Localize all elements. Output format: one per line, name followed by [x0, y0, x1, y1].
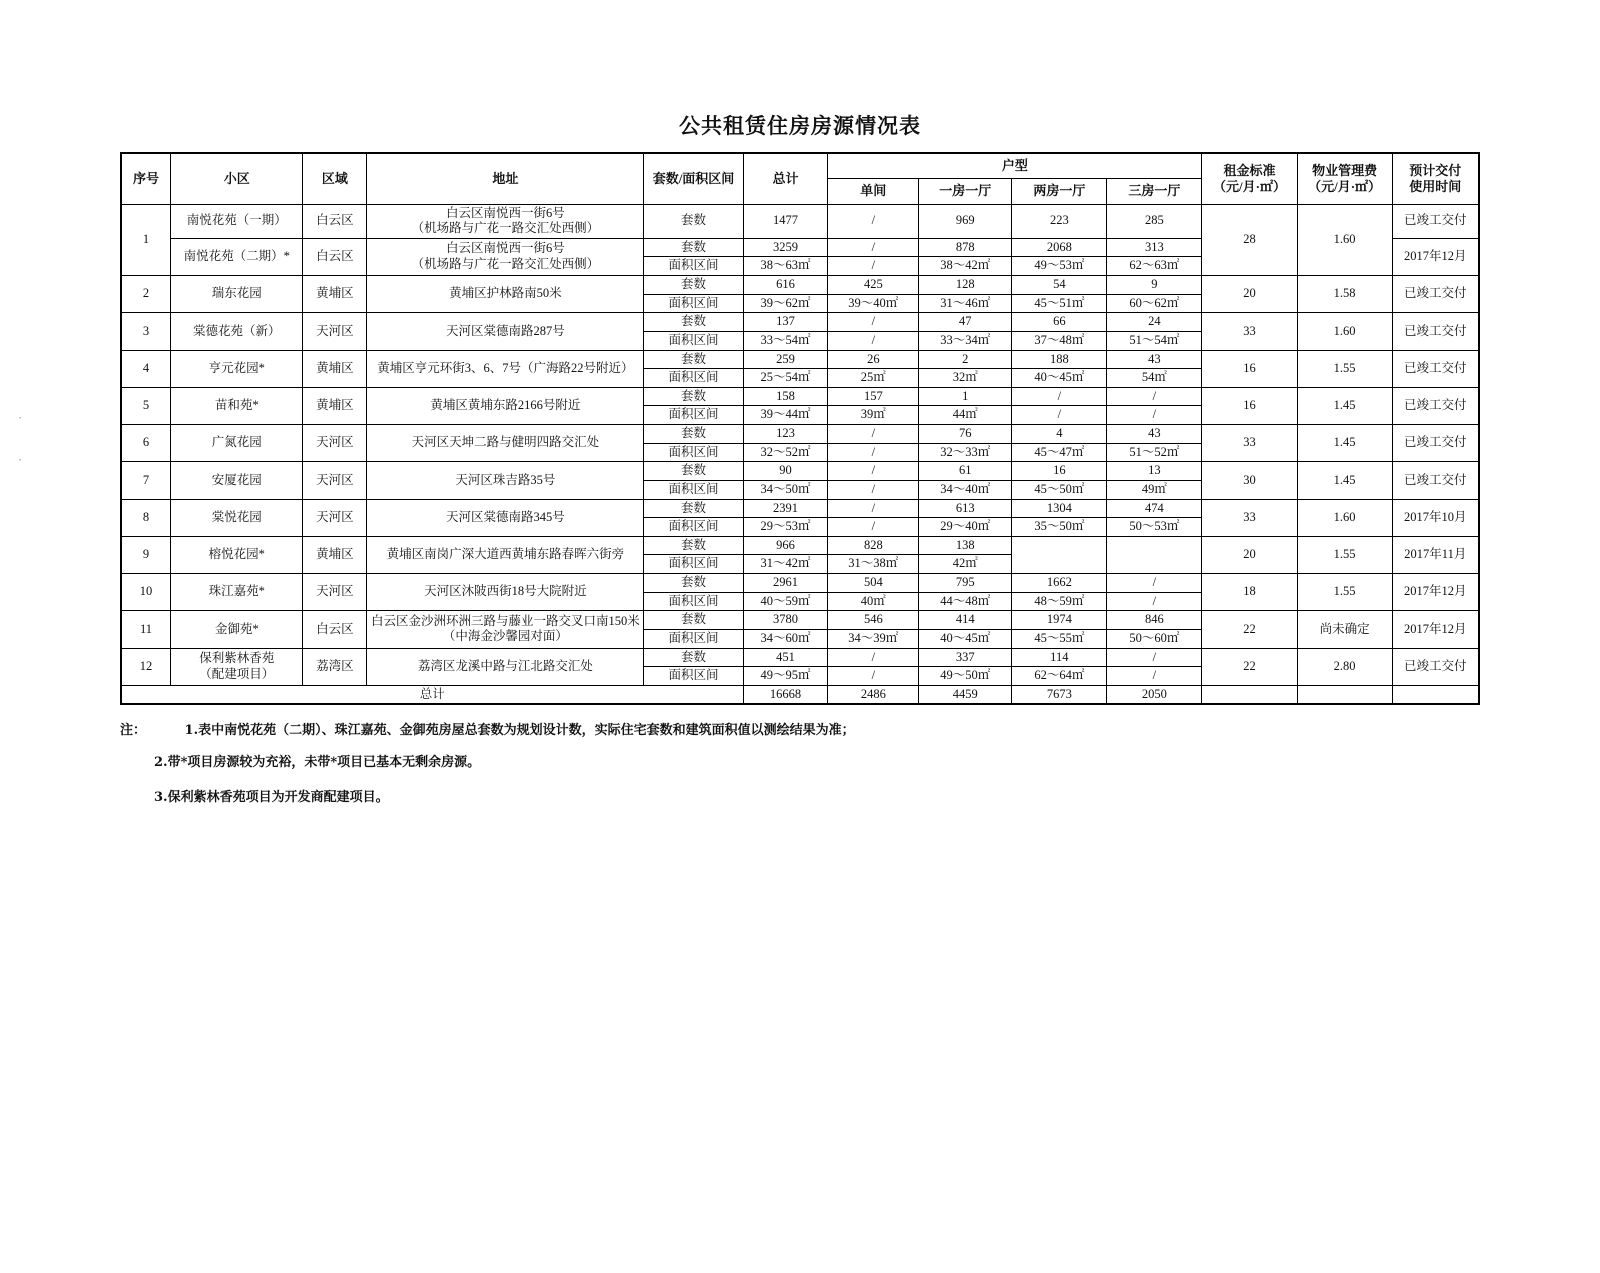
cell-single: /	[828, 462, 919, 481]
cell-single: 425	[828, 276, 919, 295]
th-rent-line2: （元/月·㎡）	[1213, 178, 1286, 194]
cell-two-bed: 45～50㎡	[1012, 480, 1107, 499]
cell-one-bed: 33～34㎡	[919, 331, 1012, 350]
note-item-3: 3.保利紫林香苑项目为开发商配建项目。	[154, 789, 389, 805]
cell-total: 33～54㎡	[743, 331, 828, 350]
cell-three-bed: 9	[1107, 276, 1202, 295]
cell-two-bed: 1304	[1012, 499, 1107, 518]
cell-three-bed: 49㎡	[1107, 480, 1202, 499]
cell-three-bed	[1107, 536, 1202, 573]
cell-summary-one-bed: 4459	[919, 685, 1012, 704]
cell-address: 天河区棠德南路345号	[367, 499, 644, 536]
cell-metric-label: 面积区间	[644, 629, 743, 648]
cell-delivery: 2017年12月	[1392, 574, 1479, 611]
cell-rent: 33	[1202, 313, 1297, 350]
cell-address: 黄埔区南岗广深大道西黄埔东路春晖六街旁	[367, 536, 644, 573]
cell-two-bed	[1012, 536, 1107, 573]
address-line1: 白云区南悦西一街6号	[446, 241, 565, 256]
cell-three-bed: 54㎡	[1107, 369, 1202, 388]
cell-single: /	[828, 499, 919, 518]
cell-delivery: 2017年10月	[1392, 499, 1479, 536]
cell-one-bed: 138	[919, 536, 1012, 555]
th-delivery	[1392, 153, 1479, 204]
cell-single: 26	[828, 350, 919, 369]
cell-summary-delivery	[1392, 685, 1479, 704]
cell-three-bed: 60～62㎡	[1107, 294, 1202, 313]
cell-district: 黄埔区	[303, 536, 367, 573]
cell-total: 38～63㎡	[743, 257, 828, 276]
th-delivery-line2: 使用时间	[1409, 178, 1462, 194]
cell-community: 珠江嘉苑*	[171, 574, 303, 611]
table-summary-row	[121, 685, 1479, 704]
cell-metric-label: 套数	[644, 425, 743, 444]
cell-district: 黄埔区	[303, 350, 367, 387]
cell-metric-label: 套数	[644, 313, 743, 332]
note-item-2: 2.带*项目房源较为充裕，未带*项目已基本无剩余房源。	[154, 755, 481, 771]
cell-single: /	[828, 648, 919, 667]
cell-total: 259	[743, 350, 828, 369]
cell-total: 158	[743, 387, 828, 406]
table-row	[121, 387, 1479, 406]
table-row	[121, 536, 1479, 555]
cell-index: 7	[121, 462, 171, 499]
table-row	[121, 276, 1479, 295]
cell-single: 157	[828, 387, 919, 406]
cell-community: 瑞东花园	[171, 276, 303, 313]
cell-one-bed: 42㎡	[919, 555, 1012, 574]
cell-two-bed: 4	[1012, 425, 1107, 444]
cell-delivery: 已竣工交付	[1392, 350, 1479, 387]
address-line1: 白云区南悦西一街6号	[446, 205, 565, 220]
cell-one-bed: 32㎡	[919, 369, 1012, 388]
cell-index: 2	[121, 276, 171, 313]
table-body	[121, 204, 1479, 704]
cell-address: 天河区棠德南路287号	[367, 313, 644, 350]
th-two-bed: 两房一厅	[1012, 179, 1107, 204]
cell-single: /	[828, 518, 919, 537]
cell-metric-label: 面积区间	[644, 667, 743, 686]
cell-rent: 33	[1202, 425, 1297, 462]
cell-three-bed: 50～60㎡	[1107, 629, 1202, 648]
cell-one-bed: 613	[919, 499, 1012, 518]
cell-two-bed: 48～59㎡	[1012, 592, 1107, 611]
cell-fee: 1.58	[1297, 276, 1392, 313]
cell-rent: 30	[1202, 462, 1297, 499]
cell-district: 天河区	[303, 574, 367, 611]
cell-single: /	[828, 425, 919, 444]
cell-rent: 22	[1202, 648, 1297, 685]
notes-head	[120, 719, 1480, 738]
cell-fee: 1.45	[1297, 387, 1392, 424]
th-index: 序号	[121, 153, 171, 204]
cell-metric-label: 套数	[644, 536, 743, 555]
note-item-1: 1.表中南悦花苑（二期）、珠江嘉苑、金御苑房屋总套数为规划设计数，实际住宅套数和建筑面积值以测绘结果为准；	[184, 723, 855, 739]
notes-section	[120, 719, 1480, 806]
cell-total: 31～42㎡	[743, 555, 828, 574]
table-row	[121, 313, 1479, 332]
table-row	[121, 611, 1479, 630]
th-delivery-line1: 预计交付	[1409, 162, 1462, 178]
cell-index: 6	[121, 425, 171, 462]
cell-three-bed: /	[1107, 387, 1202, 406]
cell-total: 451	[743, 648, 828, 667]
cell-district: 白云区	[303, 611, 367, 648]
cell-metric-label: 面积区间	[644, 257, 743, 276]
cell-metric-label: 套数	[644, 350, 743, 369]
th-fee	[1297, 153, 1392, 204]
cell-summary-rent	[1202, 685, 1297, 704]
cell-fee: 1.55	[1297, 536, 1392, 573]
cell-delivery: 2017年11月	[1392, 536, 1479, 573]
cell-community: 安厦花园	[171, 462, 303, 499]
cell-metric-label: 面积区间	[644, 406, 743, 425]
cell-total: 966	[743, 536, 828, 555]
cell-total: 49～95㎡	[743, 667, 828, 686]
cell-one-bed: 44～48㎡	[919, 592, 1012, 611]
cell-two-bed: 16	[1012, 462, 1107, 481]
th-one-bed: 一房一厅	[919, 179, 1012, 204]
th-district: 区域	[303, 153, 367, 204]
cell-single: 828	[828, 536, 919, 555]
cell-community: 榕悦花园*	[171, 536, 303, 573]
cell-index: 1	[121, 204, 171, 276]
cell-address: 黄埔区亨元环街3、6、7号（广海路22号附近）	[367, 350, 644, 387]
cell-two-bed: 114	[1012, 648, 1107, 667]
th-total: 总计	[743, 153, 828, 204]
table-header	[121, 153, 1479, 204]
cell-summary-fee	[1297, 685, 1392, 704]
cell-delivery: 已竣工交付	[1392, 462, 1479, 499]
page-title: 公共租赁住房房源情况表	[679, 113, 921, 138]
cell-three-bed: 13	[1107, 462, 1202, 481]
cell-single: 504	[828, 574, 919, 593]
cell-summary-label: 总计	[121, 685, 743, 704]
cell-district: 白云区	[303, 238, 367, 275]
cell-metric-label: 套数	[644, 499, 743, 518]
cell-single: 25㎡	[828, 369, 919, 388]
cell-fee: 1.45	[1297, 425, 1392, 462]
cell-address	[367, 204, 644, 238]
cell-total: 39～62㎡	[743, 294, 828, 313]
th-address: 地址	[367, 153, 644, 204]
cell-two-bed: 66	[1012, 313, 1107, 332]
cell-total: 3780	[743, 611, 828, 630]
cell-address: 黄埔区护林路南50米	[367, 276, 644, 313]
cell-rent: 28	[1202, 204, 1297, 276]
cell-fee: 1.55	[1297, 574, 1392, 611]
cell-fee: 1.60	[1297, 499, 1392, 536]
housing-table	[120, 152, 1480, 705]
cell-district: 天河区	[303, 462, 367, 499]
cell-single: /	[828, 204, 919, 238]
th-metric: 套数/面积区间	[644, 153, 743, 204]
cell-metric-label: 面积区间	[644, 443, 743, 462]
cell-metric-label: 面积区间	[644, 555, 743, 574]
cell-metric-label: 面积区间	[644, 294, 743, 313]
cell-rent: 18	[1202, 574, 1297, 611]
cell-three-bed: 285	[1107, 204, 1202, 238]
cell-total: 34～60㎡	[743, 629, 828, 648]
cell-metric-label: 套数	[644, 611, 743, 630]
cell-one-bed: 878	[919, 238, 1012, 257]
cell-metric-label: 面积区间	[644, 592, 743, 611]
cell-address: 白云区金沙洲环洲三路与藤业一路交叉口南150米（中海金沙馨园对面）	[367, 611, 644, 648]
cell-address: 天河区沐陂西街18号大院附近	[367, 574, 644, 611]
cell-community: 广氮花园	[171, 425, 303, 462]
cell-three-bed: 50～53㎡	[1107, 518, 1202, 537]
community-line2: （配建项目）	[199, 666, 275, 681]
cell-community: 苗和苑*	[171, 387, 303, 424]
cell-district: 黄埔区	[303, 387, 367, 424]
cell-fee: 尚未确定	[1297, 611, 1392, 648]
cell-address	[367, 238, 644, 275]
cell-one-bed: 128	[919, 276, 1012, 295]
cell-district: 天河区	[303, 499, 367, 536]
cell-district: 黄埔区	[303, 276, 367, 313]
cell-three-bed: 313	[1107, 238, 1202, 257]
cell-fee: 2.80	[1297, 648, 1392, 685]
cell-total: 34～50㎡	[743, 480, 828, 499]
cell-one-bed: 49～50㎡	[919, 667, 1012, 686]
cell-two-bed: 223	[1012, 204, 1107, 238]
cell-three-bed: /	[1107, 406, 1202, 425]
cell-district: 天河区	[303, 425, 367, 462]
th-fee-line1: 物业管理费	[1312, 162, 1378, 178]
cell-single: 34～39㎡	[828, 629, 919, 648]
cell-one-bed: 61	[919, 462, 1012, 481]
cell-rent: 16	[1202, 350, 1297, 387]
th-single: 单间	[828, 179, 919, 204]
cell-total: 123	[743, 425, 828, 444]
cell-community	[171, 648, 303, 685]
cell-three-bed: 24	[1107, 313, 1202, 332]
cell-two-bed: /	[1012, 406, 1107, 425]
cell-one-bed: 38～42㎡	[919, 257, 1012, 276]
cell-district: 荔湾区	[303, 648, 367, 685]
th-rent-line1: 租金标准	[1223, 162, 1276, 178]
community-line1: 保利紫林香苑	[199, 651, 275, 665]
cell-one-bed: 29～40㎡	[919, 518, 1012, 537]
cell-address: 天河区天坤二路与健明四路交汇处	[367, 425, 644, 462]
cell-two-bed: 35～50㎡	[1012, 518, 1107, 537]
cell-two-bed: 62～64㎡	[1012, 667, 1107, 686]
cell-one-bed: 2	[919, 350, 1012, 369]
cell-one-bed: 40～45㎡	[919, 629, 1012, 648]
cell-total: 1477	[743, 204, 828, 238]
cell-index: 12	[121, 648, 171, 685]
cell-fee: 1.45	[1297, 462, 1392, 499]
cell-one-bed: 32～33㎡	[919, 443, 1012, 462]
cell-single: 546	[828, 611, 919, 630]
cell-three-bed: 474	[1107, 499, 1202, 518]
cell-index: 8	[121, 499, 171, 536]
table-row	[121, 425, 1479, 444]
cell-index: 4	[121, 350, 171, 387]
cell-one-bed: 76	[919, 425, 1012, 444]
cell-total: 2961	[743, 574, 828, 593]
table-row	[121, 574, 1479, 593]
cell-two-bed: 188	[1012, 350, 1107, 369]
th-fee-line2: （元/月·㎡）	[1308, 178, 1382, 194]
cell-total: 3259	[743, 238, 828, 257]
cell-metric-label: 套数	[644, 387, 743, 406]
cell-fee: 1.60	[1297, 313, 1392, 350]
th-housetype: 户型	[828, 153, 1202, 179]
cell-single: /	[828, 480, 919, 499]
cell-three-bed: 43	[1107, 350, 1202, 369]
cell-fee: 1.60	[1297, 204, 1392, 276]
cell-metric-label: 面积区间	[644, 480, 743, 499]
cell-one-bed: 44㎡	[919, 406, 1012, 425]
cell-two-bed: 45～51㎡	[1012, 294, 1107, 313]
cell-three-bed: /	[1107, 592, 1202, 611]
address-line2: （机场路与广花一路交汇处西侧）	[411, 256, 600, 271]
cell-two-bed: 1662	[1012, 574, 1107, 593]
scan-artifact-marks: · ·	[18, 410, 23, 467]
cell-one-bed: 31～46㎡	[919, 294, 1012, 313]
cell-community: 亨元花园*	[171, 350, 303, 387]
cell-community: 金御苑*	[171, 611, 303, 648]
cell-total: 29～53㎡	[743, 518, 828, 537]
cell-two-bed: 45～55㎡	[1012, 629, 1107, 648]
cell-metric-label: 面积区间	[644, 331, 743, 350]
cell-delivery: 2017年12月	[1392, 238, 1479, 275]
cell-address: 荔湾区龙溪中路与江北路交汇处	[367, 648, 644, 685]
cell-rent: 33	[1202, 499, 1297, 536]
cell-delivery: 已竣工交付	[1392, 387, 1479, 424]
cell-rent: 16	[1202, 387, 1297, 424]
cell-total: 2391	[743, 499, 828, 518]
cell-metric-label: 套数	[644, 462, 743, 481]
cell-index: 10	[121, 574, 171, 611]
cell-total: 137	[743, 313, 828, 332]
cell-rent: 20	[1202, 276, 1297, 313]
cell-single: /	[828, 443, 919, 462]
table-row	[121, 499, 1479, 518]
cell-metric-label: 面积区间	[644, 369, 743, 388]
table-row	[121, 648, 1479, 667]
cell-metric-label: 面积区间	[644, 518, 743, 537]
cell-one-bed: 969	[919, 204, 1012, 238]
cell-summary-three-bed: 2050	[1107, 685, 1202, 704]
cell-two-bed: 54	[1012, 276, 1107, 295]
cell-summary-two-bed: 7673	[1012, 685, 1107, 704]
cell-single: 39㎡	[828, 406, 919, 425]
cell-delivery: 已竣工交付	[1392, 313, 1479, 350]
cell-address: 天河区珠吉路35号	[367, 462, 644, 499]
cell-two-bed: 40～45㎡	[1012, 369, 1107, 388]
cell-three-bed: 43	[1107, 425, 1202, 444]
cell-two-bed: 37～48㎡	[1012, 331, 1107, 350]
cell-one-bed: 1	[919, 387, 1012, 406]
cell-index: 9	[121, 536, 171, 573]
cell-three-bed: /	[1107, 648, 1202, 667]
cell-delivery: 已竣工交付	[1392, 648, 1479, 685]
cell-single: /	[828, 331, 919, 350]
cell-community: 棠德花苑（新）	[171, 313, 303, 350]
cell-community: 南悦花苑（一期）	[171, 204, 303, 238]
cell-summary-total: 16668	[743, 685, 828, 704]
cell-index: 11	[121, 611, 171, 648]
th-rent	[1202, 153, 1297, 204]
cell-two-bed: 1974	[1012, 611, 1107, 630]
cell-total: 39～44㎡	[743, 406, 828, 425]
cell-total: 32～52㎡	[743, 443, 828, 462]
address-line2: （机场路与广花一路交汇处西侧）	[411, 221, 600, 236]
cell-three-bed: 846	[1107, 611, 1202, 630]
cell-metric-label: 套数	[644, 204, 743, 238]
cell-three-bed: /	[1107, 667, 1202, 686]
th-community: 小区	[171, 153, 303, 204]
document-page	[0, 110, 1600, 1273]
cell-single: /	[828, 238, 919, 257]
cell-rent: 20	[1202, 536, 1297, 573]
cell-delivery: 已竣工交付	[1392, 204, 1479, 238]
cell-two-bed: 2068	[1012, 238, 1107, 257]
cell-single: /	[828, 313, 919, 332]
table-row	[121, 462, 1479, 481]
cell-three-bed: 51～52㎡	[1107, 443, 1202, 462]
cell-district: 白云区	[303, 204, 367, 238]
cell-delivery: 已竣工交付	[1392, 276, 1479, 313]
cell-metric-label: 套数	[644, 238, 743, 257]
cell-two-bed: 45～47㎡	[1012, 443, 1107, 462]
cell-single: 40㎡	[828, 592, 919, 611]
cell-metric-label: 套数	[644, 276, 743, 295]
cell-two-bed: /	[1012, 387, 1107, 406]
cell-three-bed: 51～54㎡	[1107, 331, 1202, 350]
cell-total: 40～59㎡	[743, 592, 828, 611]
cell-single: 39～40㎡	[828, 294, 919, 313]
cell-one-bed: 34～40㎡	[919, 480, 1012, 499]
cell-delivery: 已竣工交付	[1392, 425, 1479, 462]
cell-one-bed: 414	[919, 611, 1012, 630]
cell-fee: 1.55	[1297, 350, 1392, 387]
cell-three-bed: /	[1107, 574, 1202, 593]
cell-community: 南悦花苑（二期）*	[171, 238, 303, 275]
cell-single: 31～38㎡	[828, 555, 919, 574]
cell-index: 5	[121, 387, 171, 424]
cell-metric-label: 套数	[644, 574, 743, 593]
th-three-bed: 三房一厅	[1107, 179, 1202, 204]
cell-index: 3	[121, 313, 171, 350]
cell-one-bed: 47	[919, 313, 1012, 332]
cell-three-bed: 62～63㎡	[1107, 257, 1202, 276]
cell-single: /	[828, 667, 919, 686]
cell-district: 天河区	[303, 313, 367, 350]
cell-total: 90	[743, 462, 828, 481]
cell-total: 616	[743, 276, 828, 295]
cell-metric-label: 套数	[644, 648, 743, 667]
cell-community: 棠悦花园	[171, 499, 303, 536]
cell-delivery: 2017年12月	[1392, 611, 1479, 648]
cell-one-bed: 795	[919, 574, 1012, 593]
table-row	[121, 204, 1479, 238]
cell-address: 黄埔区黄埔东路2166号附近	[367, 387, 644, 424]
cell-rent: 22	[1202, 611, 1297, 648]
cell-one-bed: 337	[919, 648, 1012, 667]
cell-summary-single: 2486	[828, 685, 919, 704]
table-row	[121, 350, 1479, 369]
cell-total: 25～54㎡	[743, 369, 828, 388]
notes-head-label: 注：	[120, 723, 147, 739]
cell-two-bed: 49～53㎡	[1012, 257, 1107, 276]
cell-single: /	[828, 257, 919, 276]
